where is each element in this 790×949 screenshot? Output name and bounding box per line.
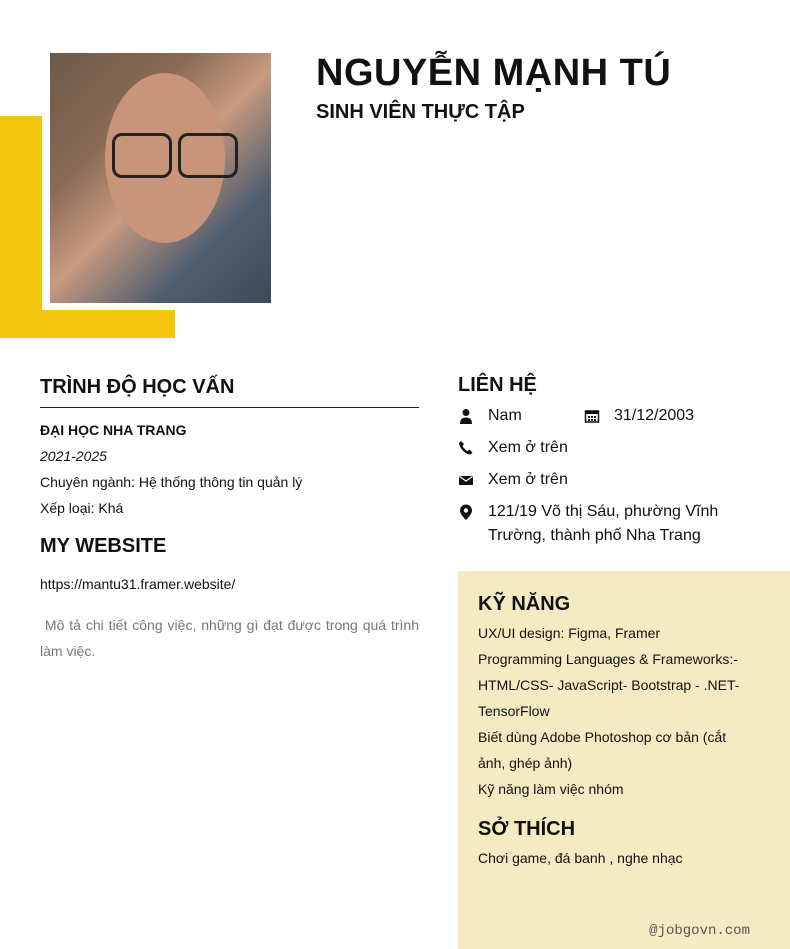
contact-section xyxy=(458,404,748,548)
phone-icon xyxy=(458,440,474,456)
accent-bar-vertical xyxy=(0,116,42,338)
skill-item: UX/UI design: Figma, Framer xyxy=(478,625,661,641)
phone: Xem ở trên xyxy=(488,439,568,456)
skills-panel xyxy=(458,571,790,949)
birthday: 31/12/2003 xyxy=(614,407,695,424)
website-heading: MY WEBSITE xyxy=(40,535,167,557)
hobbies-heading: SỞ THÍCH xyxy=(478,818,576,840)
email-icon xyxy=(458,472,474,488)
work-description: Mô tả chi tiết công việc, những gì đạt được trong quá trình làm việc. xyxy=(40,617,423,659)
address: 121/19 Võ thị Sáu, phường Vĩnh Trường, thành phố Nha Trang xyxy=(488,503,719,544)
contact-heading: LIÊN HỆ xyxy=(458,374,537,396)
education-heading: TRÌNH ĐỘ HỌC VẤN xyxy=(40,376,419,408)
education-section xyxy=(40,417,420,521)
email: Xem ở trên xyxy=(488,471,568,488)
skill-item: Biết dùng Adobe Photoshop cơ bản (cắt ảnh, ghép ảnh) xyxy=(478,729,727,771)
person-icon xyxy=(458,408,474,424)
calendar-icon xyxy=(584,408,600,424)
hobbies-text: Chơi game, đá banh , nghe nhạc xyxy=(478,850,683,866)
profile-photo xyxy=(50,53,271,303)
job-title: SINH VIÊN THỰC TẬP xyxy=(316,101,525,123)
candidate-name: NGUYỄN MẠNH TÚ xyxy=(316,52,672,94)
school-name: ĐẠI HỌC NHA TRANG xyxy=(40,422,187,438)
major: Chuyên ngành: Hệ thống thông tin quản lý xyxy=(40,474,303,490)
skill-item: Programming Languages & Frameworks:- HTML/CSS- JavaScript- Bootstrap - .NET- TensorFlow xyxy=(478,651,740,719)
watermark: @jobgovn.com xyxy=(649,923,750,939)
rank: Xếp loại: Khá xyxy=(40,500,124,516)
study-years: 2021-2025 xyxy=(40,448,107,464)
skill-item: Kỹ năng làm việc nhóm xyxy=(478,781,624,797)
location-pin-icon xyxy=(458,504,474,520)
skills-heading: KỸ NĂNG xyxy=(478,593,571,615)
accent-bar-horizontal xyxy=(0,310,175,338)
website-link[interactable]: https://mantu31.framer.website/ xyxy=(40,576,236,592)
gender: Nam xyxy=(488,407,522,424)
